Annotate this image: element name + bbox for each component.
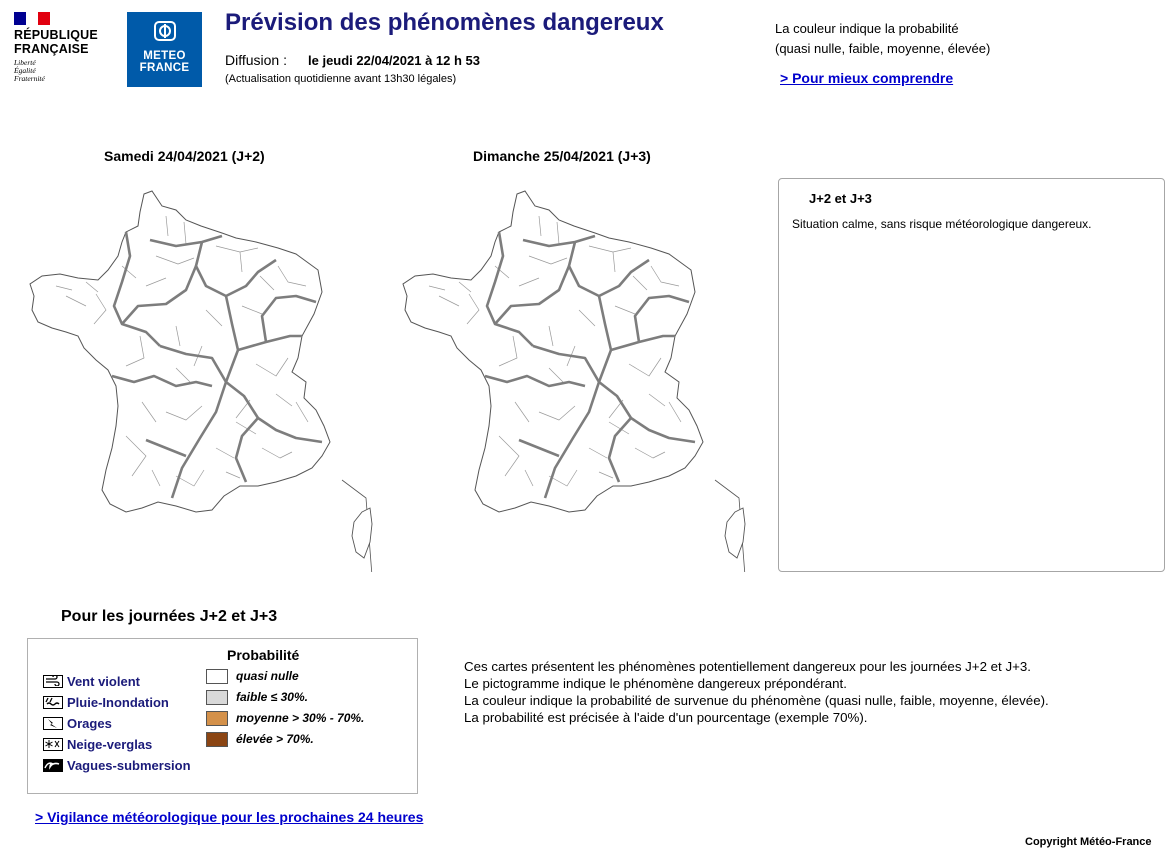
france-map-j2[interactable] [22, 182, 382, 572]
lightning-icon [43, 717, 63, 730]
corsica-outline [725, 508, 745, 558]
legend-item-rain-flood: Pluie-Inondation [43, 693, 169, 711]
understand-link[interactable]: > Pour mieux comprendre [780, 70, 954, 86]
probability-swatch [206, 732, 228, 747]
legend-title: Pour les journées J+2 et J+3 [61, 608, 278, 625]
copyright: Copyright Météo-France [1025, 836, 1152, 848]
page-title: Prévision des phénomènes dangereux [225, 9, 664, 36]
meteo-france-emblem-icon [154, 21, 176, 41]
rain-flood-icon [43, 696, 63, 709]
wind-icon [43, 675, 63, 688]
legend-item-storms: Orages [43, 714, 112, 732]
french-flag-icon [14, 12, 50, 25]
probability-item-low: faible ≤ 30%. [206, 689, 308, 705]
probability-item-high: élevée > 70%. [206, 731, 314, 747]
map-title-j3: Dimanche 25/04/2021 (J+3) [473, 148, 651, 164]
color-info-line1: La couleur indique la probabilité [775, 21, 959, 36]
probability-item-medium: moyenne > 30% - 70%. [206, 710, 364, 726]
vigilance-24h-link[interactable]: > Vigilance météorologique pour les prochaines 24 heures [35, 809, 424, 825]
explanation-text: Ces cartes présentent les phénomènes potentiellement dangereux pour les journées J+2 et J+3. Le pictogramme indique le phénomène dangereux prépondérant. La couleur indique la probabilité de survenue du phénomène (quasi nulle, faible, moyenne, élevée). La probabilité est précisée à l'aide d'un pourcentage (exemple 70%). [464, 659, 1049, 725]
summary-text: Situation calme, sans risque météorologique dangereux. [792, 217, 1092, 231]
color-info-line2: (quasi nulle, faible, moyenne, élevée) [775, 41, 991, 56]
republique-francaise-logo [14, 12, 104, 92]
legend-item-snow-ice: Neige-verglas [43, 735, 152, 753]
rf-name: RÉPUBLIQUE FRANÇAISE [14, 28, 98, 56]
legend-box [27, 638, 418, 794]
probability-swatch [206, 669, 228, 684]
summary-heading: J+2 et J+3 [809, 191, 872, 206]
rf-motto: Liberté Égalité Fraternité [14, 58, 45, 83]
corsica-outline [352, 508, 372, 558]
map-title-j2: Samedi 24/04/2021 (J+2) [104, 148, 265, 164]
diffusion-label: Diffusion : [225, 52, 287, 68]
forecast-summary-panel [778, 178, 1165, 572]
france-map-j3[interactable] [395, 182, 755, 572]
probability-item-nil: quasi nulle [206, 668, 299, 684]
legend-item-wind: Vent violent [43, 672, 140, 690]
legend-item-waves: Vagues-submersion [43, 756, 191, 774]
diffusion-date: le jeudi 22/04/2021 à 12 h 53 [308, 53, 481, 68]
probability-title: Probabilité [227, 647, 300, 663]
update-note: (Actualisation quotidienne avant 13h30 légales) [225, 73, 457, 85]
snow-ice-icon [43, 738, 63, 751]
wave-icon [43, 759, 63, 772]
probability-swatch [206, 711, 228, 726]
probability-swatch [206, 690, 228, 705]
meteo-france-logo: METEO FRANCE [127, 12, 202, 87]
